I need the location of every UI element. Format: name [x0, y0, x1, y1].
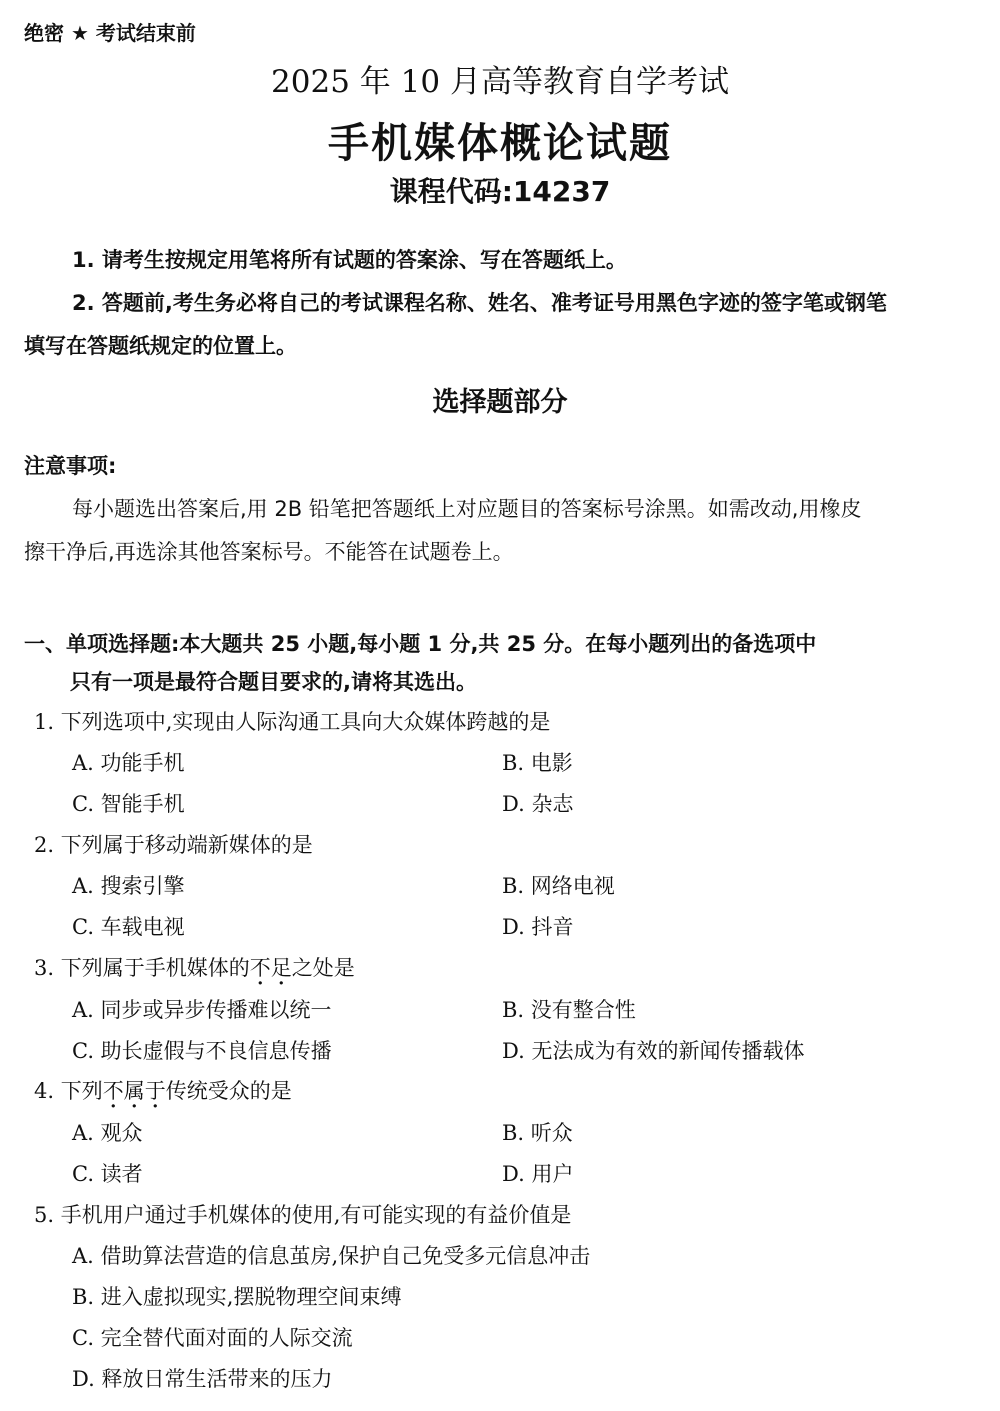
- question-4-option-c: C. 读者: [72, 1162, 143, 1186]
- question-2-option-d: D. 抖音: [502, 915, 574, 939]
- emphasis-char: 属: [123, 1079, 145, 1103]
- question-3-option-c: C. 助长虚假与不良信息传播: [72, 1039, 332, 1063]
- question-3-stem-post: 之处是: [291, 956, 355, 980]
- section-title: 选择题部分: [432, 387, 568, 418]
- instruction-2-cont: 填写在答题纸规定的位置上。: [24, 334, 297, 358]
- question-1-option-c: C. 智能手机: [72, 792, 185, 816]
- question-4-stem-post: 传统受众的是: [165, 1079, 292, 1103]
- exam-title: 2025 年 10 月高等教育自学考试: [271, 64, 729, 100]
- question-3-option-d: D. 无法成为有效的新闻传播载体: [502, 1039, 805, 1063]
- question-2-option-a: A. 搜索引擎: [72, 874, 185, 898]
- emphasis-char: 于: [144, 1079, 166, 1103]
- question-3-stem: [34, 952, 355, 982]
- question-3-option-b: B. 没有整合性: [502, 998, 636, 1022]
- question-5-option-c: C. 完全替代面对面的人际交流: [72, 1326, 353, 1350]
- question-5-option-d: D. 释放日常生活带来的压力: [72, 1367, 333, 1391]
- part-one-heading-cont: 只有一项是最符合题目要求的,请将其选出。: [70, 670, 477, 694]
- question-2-option-c: C. 车载电视: [72, 915, 185, 939]
- note-line-2: 擦干净后,再选涂其他答案标号。不能答在试题卷上。: [24, 540, 514, 564]
- question-4-stem: [34, 1075, 292, 1105]
- question-1-option-d: D. 杂志: [502, 792, 574, 816]
- confidential-label: 绝密 ★ 考试结束前: [24, 21, 196, 45]
- course-code: 课程代码:14237: [389, 175, 611, 208]
- question-4-option-b: B. 听众: [502, 1121, 573, 1145]
- question-5-option-a: A. 借助算法营造的信息茧房,保护自己免受多元信息冲击: [72, 1244, 591, 1268]
- emphasis-char: 不: [249, 956, 271, 980]
- question-4-option-d: D. 用户: [502, 1162, 574, 1186]
- instruction-1: 1. 请考生按规定用笔将所有试题的答案涂、写在答题纸上。: [72, 248, 627, 272]
- question-2-option-b: B. 网络电视: [502, 874, 615, 898]
- question-1-option-b: B. 电影: [502, 751, 573, 775]
- emphasis-char: 足: [270, 956, 292, 980]
- paper-title: 手机媒体概论试题: [328, 119, 672, 167]
- instruction-2: 2. 答题前,考生务必将自己的考试课程名称、姓名、准考证号用黑色字迹的签字笔或钢笔: [72, 291, 887, 315]
- question-3-option-a: A. 同步或异步传播难以统一: [72, 998, 332, 1022]
- question-1-stem: 1. 下列选项中,实现由人际沟通工具向大众媒体跨越的是: [34, 710, 551, 734]
- emphasis-char: 不: [102, 1079, 124, 1103]
- question-5-stem: 5. 手机用户通过手机媒体的使用,有可能实现的有益价值是: [34, 1203, 572, 1227]
- question-2-stem: 2. 下列属于移动端新媒体的是: [34, 833, 313, 857]
- question-4-stem-pre: 4. 下列: [34, 1079, 103, 1103]
- note-label: 注意事项:: [24, 454, 117, 478]
- part-one-heading: 一、单项选择题:本大题共 25 小题,每小题 1 分,共 25 分。在每小题列出的备选项中: [24, 632, 817, 656]
- question-4-option-a: A. 观众: [72, 1121, 143, 1145]
- question-5-option-b: B. 进入虚拟现实,摆脱物理空间束缚: [72, 1285, 402, 1309]
- note-line-1: 每小题选出答案后,用 2B 铅笔把答题纸上对应题目的答案标号涂黑。如需改动,用橡皮: [72, 497, 862, 521]
- question-3-stem-pre: 3. 下列属于手机媒体的: [34, 956, 250, 980]
- question-1-option-a: A. 功能手机: [72, 751, 185, 775]
